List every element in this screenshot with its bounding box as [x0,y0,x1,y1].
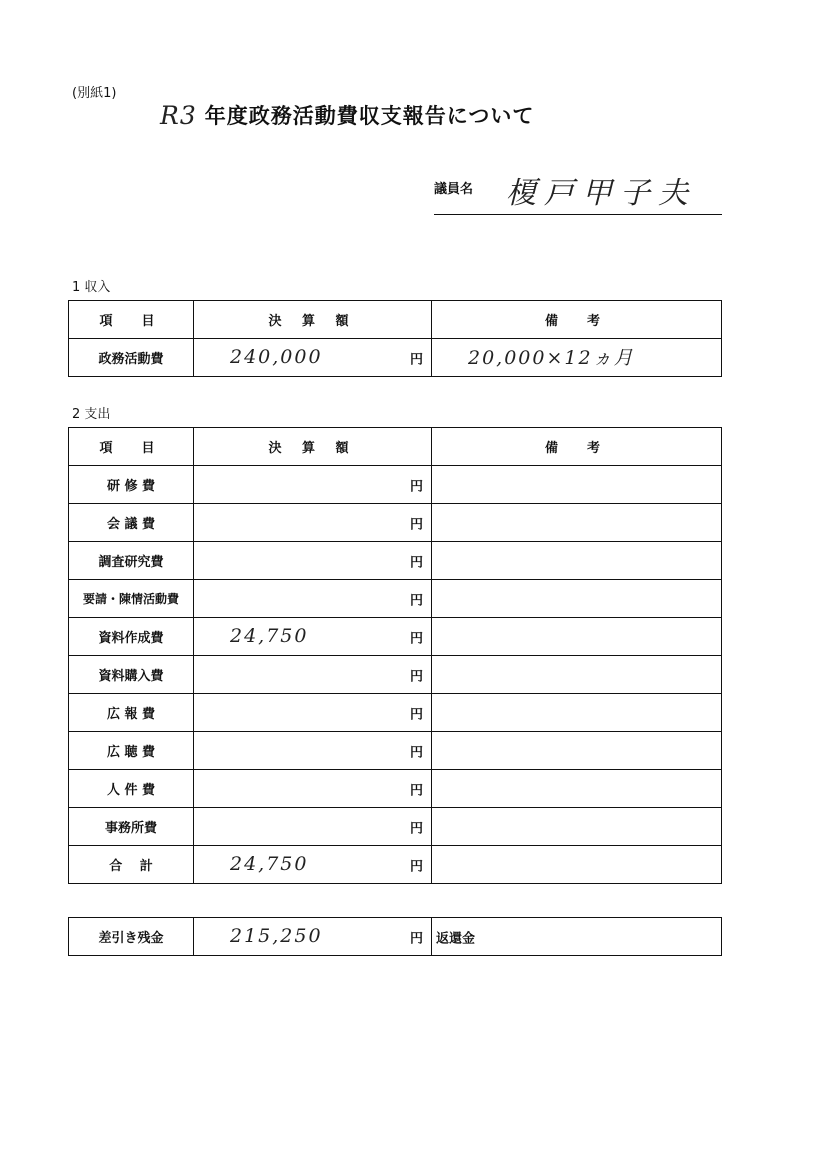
expense-header-row [69,428,722,466]
expense-remarks-cell [432,732,722,770]
member-name-field [434,170,722,215]
expense-item: 調査研究費 [69,542,194,580]
expense-amount-cell [194,808,432,846]
yen-unit: 円 [409,931,423,946]
income-remarks: 20,000×12ヵ月 [468,346,635,369]
expense-remarks-cell [432,580,722,618]
income-header-item: 項 目 [69,301,194,339]
table-row [69,770,722,808]
member-name-handwritten: 榎戸甲子夫 [506,176,696,211]
expense-remarks-cell [432,656,722,694]
expense-header-remarks: 備 考 [432,428,722,466]
member-label: 議員名 [434,182,474,197]
balance-note: 返還金 [436,931,476,946]
yen-unit: 円 [409,631,423,646]
expense-header-item: 項 目 [69,428,194,466]
document-title [160,100,534,130]
table-row [69,618,722,656]
yen-unit: 円 [409,821,423,836]
year-handwritten: R3 [160,100,197,130]
yen-unit: 円 [409,352,423,367]
expense-remarks-cell [432,504,722,542]
yen-unit: 円 [409,859,423,874]
expense-item: 広 聴 費 [69,732,194,770]
expense-remarks-cell [432,808,722,846]
expense-remarks-cell [432,466,722,504]
expense-total-label: 合 計 [69,846,194,884]
title-text: 年度政務活動費収支報告について [204,104,535,128]
yen-unit: 円 [409,555,423,570]
appendix-label: (別紙1) [72,86,117,101]
expense-item: 要請・陳情活動費 [69,580,194,618]
table-row [69,504,722,542]
expense-item: 資料作成費 [69,618,194,656]
table-row [69,542,722,580]
expense-amount-cell [194,656,432,694]
expense-total-cell [194,846,432,884]
expense-item: 研 修 費 [69,466,194,504]
balance-table [68,917,722,956]
expense-amount-cell [194,580,432,618]
income-header-remarks: 備 考 [432,301,722,339]
balance-amount: 215,250 [230,924,323,947]
yen-unit: 円 [409,479,423,494]
table-row [69,808,722,846]
income-header-amount: 決 算 額 [194,301,432,339]
income-header-row [69,301,722,339]
expense-item: 会 議 費 [69,504,194,542]
balance-note-cell [432,918,722,956]
expense-amount-cell [194,694,432,732]
yen-unit: 円 [409,669,423,684]
yen-unit: 円 [409,593,423,608]
table-row [69,466,722,504]
expense-amount: 24,750 [230,624,309,647]
expense-remarks-cell [432,846,722,884]
balance-row [69,918,722,956]
yen-unit: 円 [409,783,423,798]
table-row [69,694,722,732]
income-table [68,300,722,377]
expense-amount-cell [194,504,432,542]
expense-amount-cell [194,770,432,808]
expense-total-amount: 24,750 [230,852,309,875]
table-row [69,580,722,618]
expense-item: 広 報 費 [69,694,194,732]
expense-section-label: 2 支出 [72,407,111,422]
expense-remarks-cell [432,694,722,732]
expense-item: 人 件 費 [69,770,194,808]
expense-header-amount: 決 算 額 [194,428,432,466]
yen-unit: 円 [409,745,423,760]
expense-remarks-cell [432,542,722,580]
yen-unit: 円 [409,707,423,722]
expense-remarks-cell [432,770,722,808]
income-section-label: 1 収入 [72,280,111,295]
yen-unit: 円 [409,517,423,532]
table-row [69,339,722,377]
table-row-total [69,846,722,884]
expense-item: 資料購入費 [69,656,194,694]
table-row [69,656,722,694]
balance-label: 差引き残金 [69,918,194,956]
income-amount: 240,000 [230,345,323,368]
balance-amount-cell [194,918,432,956]
expense-remarks-cell [432,618,722,656]
expense-amount-cell [194,732,432,770]
expense-table [68,427,722,884]
income-item: 政務活動費 [69,339,194,377]
expense-amount-cell [194,466,432,504]
expense-item: 事務所費 [69,808,194,846]
income-amount-cell [194,339,432,377]
income-remarks-cell [432,339,722,377]
table-row [69,732,722,770]
expense-amount-cell [194,542,432,580]
expense-amount-cell [194,618,432,656]
